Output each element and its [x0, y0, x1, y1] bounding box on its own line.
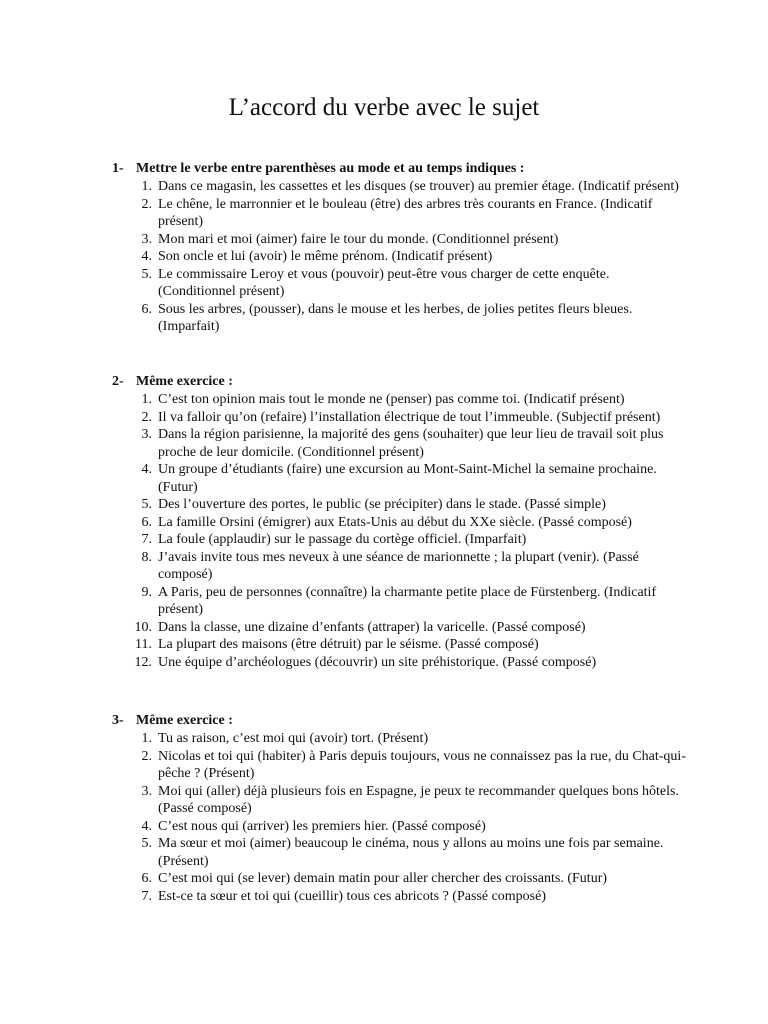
- item-text: Est-ce ta sœur et toi qui (cueillir) tous ces abricots ? (Passé composé): [158, 888, 546, 904]
- exercise-list: [0, 730, 768, 905]
- item-number: 6.: [141, 871, 152, 886]
- item-text: La plupart des maisons (être détruit) par le séisme. (Passé composé): [158, 637, 539, 652]
- item-number: 6.: [141, 301, 152, 317]
- list-item: [0, 818, 686, 836]
- section-number: 2-: [112, 374, 124, 389]
- item-number: 7.: [141, 532, 152, 547]
- item-text: Ma sœur et moi (aimer) beaucoup le cinéma, nous y allons au moins une fois par semaine. (Présent): [158, 836, 664, 869]
- exercise-list: [0, 391, 768, 671]
- item-text: Moi qui (aller) déjà plusieurs fois en Espagne, je peux te recommander quelques bons hôtels. (Passé composé): [158, 783, 679, 816]
- item-number: 7.: [141, 888, 152, 904]
- list-item: [0, 231, 686, 249]
- item-number: 1.: [141, 179, 152, 194]
- item-text: La famille Orsini (émigrer) aux Etats-Unis au début du XXe siècle. (Passé composé): [158, 514, 632, 530]
- section-instruction: Mettre le verbe entre parenthèses au mode et au temps indiques :: [136, 161, 525, 176]
- section-heading: [0, 712, 768, 730]
- list-item: [0, 584, 686, 619]
- item-text: Nicolas et toi qui (habiter) à Paris depuis toujours, vous ne connaissez pas la rue, du Chat-qui-pêche ? (Présent): [158, 748, 686, 781]
- item-text: Une équipe d’archéologues (découvrir) un site préhistorique. (Passé composé): [158, 654, 597, 670]
- list-item: [0, 461, 686, 496]
- list-item: [0, 636, 686, 654]
- item-number: 2.: [141, 196, 152, 212]
- page-title: L’accord du verbe avec le sujet: [228, 94, 540, 121]
- exercise-list: [0, 178, 768, 336]
- item-number: 2.: [141, 409, 152, 425]
- item-text: C’est moi qui (se lever) demain matin pour aller chercher des croissants. (Futur): [158, 871, 608, 886]
- item-number: 6.: [141, 514, 152, 530]
- item-text: Dans la région parisienne, la majorité des gens (souhaiter) que leur lieu de travail soit plus proche de leur domicile. (Conditionnel présent): [158, 427, 664, 460]
- item-number: 1.: [141, 731, 152, 746]
- item-text: C’est nous qui (arriver) les premiers hier. (Passé composé): [158, 818, 486, 834]
- list-item: [0, 549, 686, 584]
- item-text: Tu as raison, c’est moi qui (avoir) tort. (Présent): [158, 731, 429, 746]
- exercise-section-2: [0, 373, 768, 671]
- item-number: 3.: [141, 427, 152, 442]
- item-number: 2.: [141, 748, 152, 764]
- item-text: Le commissaire Leroy et vous (pouvoir) peut-être vous charger de cette enquête. (Conditionnel présent): [158, 266, 610, 299]
- list-item: [0, 531, 686, 549]
- item-text: Sous les arbres, (pousser), dans le mouse et les herbes, de jolies petites fleurs bleues. (Imparfait): [158, 301, 633, 334]
- item-number: 4.: [141, 249, 152, 264]
- item-number: 3.: [141, 783, 152, 799]
- list-item: [0, 870, 686, 888]
- item-number: 3.: [141, 231, 152, 247]
- item-number: 8.: [141, 549, 152, 565]
- list-item: [0, 783, 686, 818]
- item-text: Dans la classe, une dizaine d’enfants (attraper) la varicelle. (Passé composé): [158, 619, 586, 635]
- section-number: 3-: [112, 713, 124, 728]
- item-text: Il va falloir qu’on (refaire) l’installation électrique de tout l’immeuble. (Subjectif présent): [158, 409, 661, 425]
- list-item: [0, 391, 686, 409]
- item-text: J’avais invite tous mes neveux à une séance de marionnette ; la plupart (venir). (Passé composé): [158, 549, 639, 582]
- list-item: [0, 248, 686, 266]
- list-item: [0, 835, 686, 870]
- list-item: [0, 514, 686, 532]
- item-text: Son oncle et lui (avoir) le même prénom. (Indicatif présent): [158, 249, 493, 264]
- section-heading: [0, 160, 768, 178]
- section-instruction: Même exercice :: [136, 374, 233, 389]
- item-text: Des l’ouverture des portes, le public (se précipiter) dans le stade. (Passé simple): [158, 497, 606, 512]
- item-number: 10.: [134, 619, 152, 635]
- list-item: [0, 730, 686, 748]
- item-number: 4.: [141, 818, 152, 834]
- list-item: [0, 748, 686, 783]
- item-text: Mon mari et moi (aimer) faire le tour du monde. (Conditionnel présent): [158, 231, 559, 247]
- list-item: [0, 301, 686, 336]
- list-item: [0, 496, 686, 514]
- item-text: C’est ton opinion mais tout le monde ne (penser) pas comme toi. (Indicatif présent): [158, 392, 625, 407]
- item-number: 4.: [141, 462, 152, 477]
- section-number: 1-: [112, 161, 124, 176]
- item-number: 1.: [141, 392, 152, 407]
- section-heading: [0, 373, 768, 391]
- list-item: [0, 196, 686, 231]
- item-text: Dans ce magasin, les cassettes et les disques (se trouver) au premier étage. (Indicatif présent): [158, 179, 679, 194]
- item-text: Un groupe d’étudiants (faire) une excursion au Mont-Saint-Michel la semaine prochaine. (Futur): [158, 462, 657, 495]
- list-item: [0, 888, 686, 906]
- list-item: [0, 178, 686, 196]
- list-item: [0, 654, 686, 672]
- exercise-section-1: [0, 160, 768, 336]
- list-item: [0, 266, 686, 301]
- item-number: 5.: [141, 266, 152, 282]
- item-text: La foule (applaudir) sur le passage du cortège officiel. (Imparfait): [158, 532, 527, 547]
- section-instruction: Même exercice :: [136, 713, 233, 728]
- list-item: [0, 409, 686, 427]
- item-number: 5.: [141, 497, 152, 512]
- item-number: 11.: [135, 637, 152, 652]
- item-text: A Paris, peu de personnes (connaître) la charmante petite place de Fürstenberg. (Indicatif présent): [158, 584, 657, 617]
- list-item: [0, 619, 686, 637]
- item-number: 5.: [141, 836, 152, 851]
- exercise-section-3: [0, 712, 768, 905]
- item-number: 9.: [141, 584, 152, 600]
- list-item: [0, 426, 686, 461]
- item-number: 12.: [134, 654, 152, 670]
- item-text: Le chêne, le marronnier et le bouleau (être) des arbres très courants en France. (Indicatif présent): [158, 196, 653, 229]
